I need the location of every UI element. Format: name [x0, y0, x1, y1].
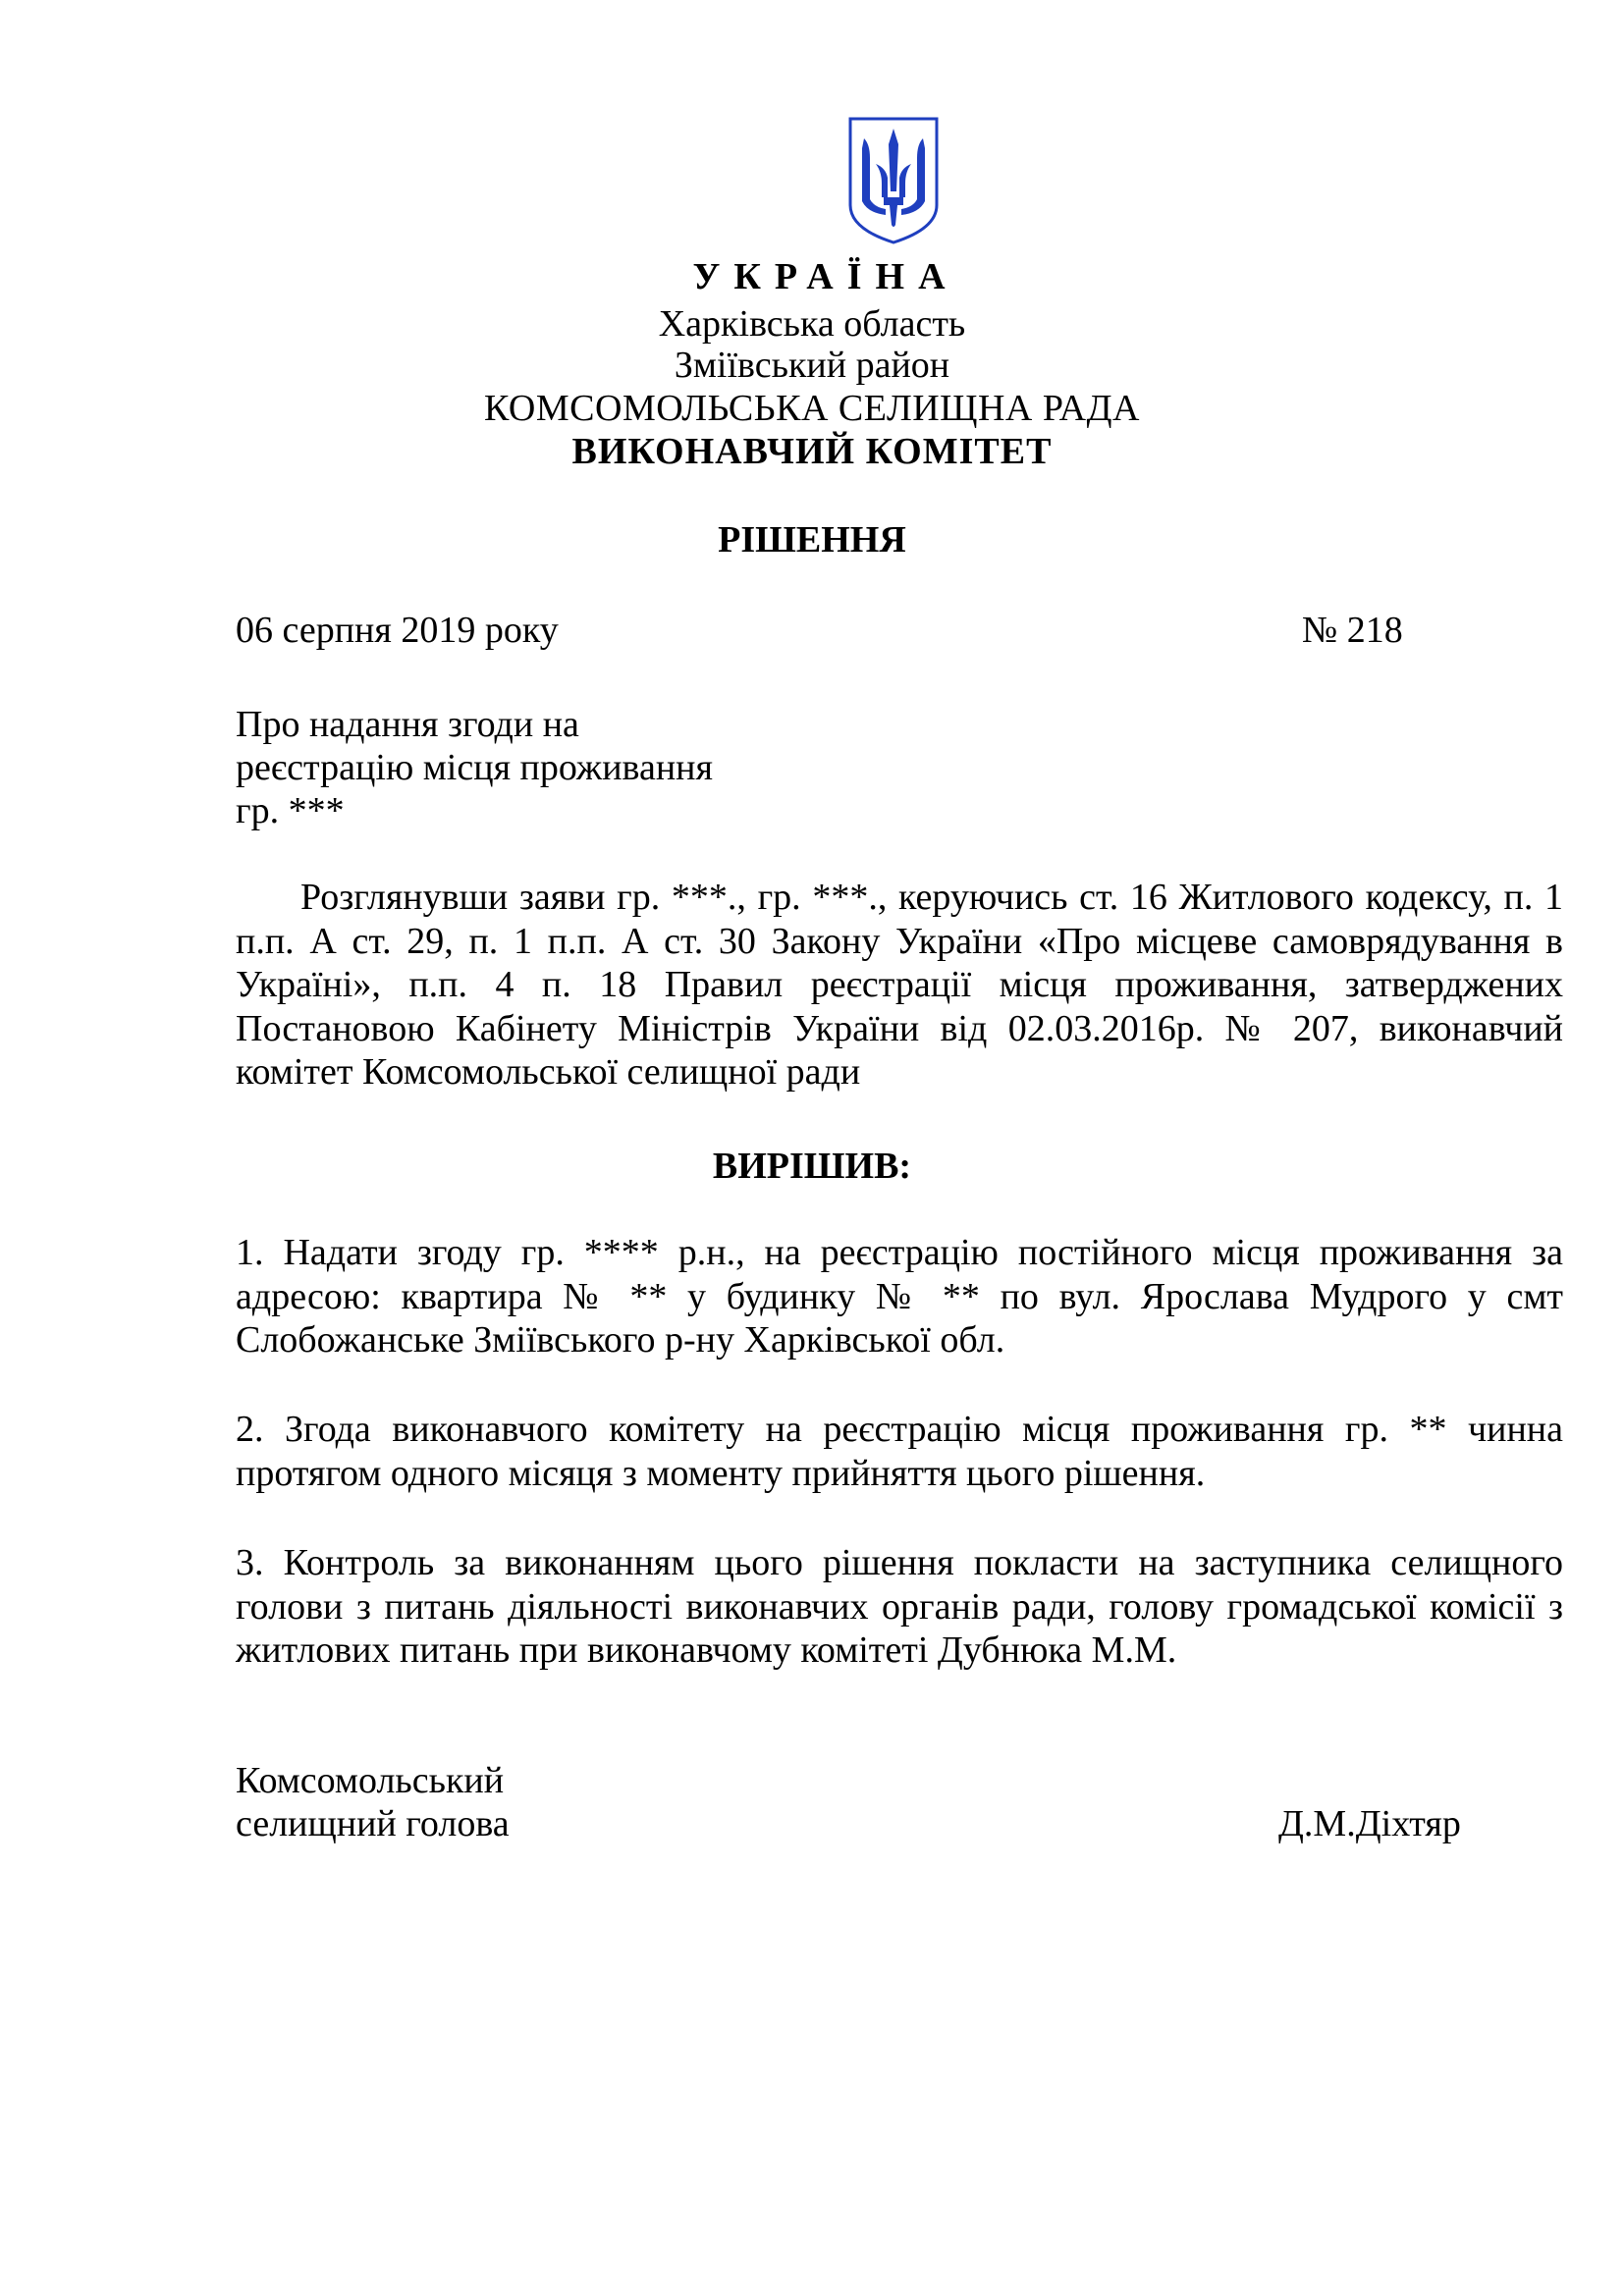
preamble-paragraph: Розглянувши заяви гр. ***., гр. ***., керуючись ст. 16 Житлового кодексу, п. 1 п.п. А ст. 29, п. 1 п.п. А ст. 30 Закону України «Про місцеве самоврядування в Україні», п.п. 4 п. 18 Правил реєстрації місця проживання, затверджених Постановою Кабінету Міністрів України від 02.03.2016р. № 207, виконавчий комітет Комсомольської селищної ради: [236, 877, 1563, 1093]
decision-item: 2. Згода виконавчого комітету на реєстрацію місця проживання гр. ** чинна протягом одного місяця з моменту прийняття цього рішення.: [236, 1409, 1563, 1494]
subject-line: гр. ***: [236, 790, 345, 831]
council-name: КОМСОМОЛЬСЬКА СЕЛИЩНА РАДА: [484, 388, 1140, 429]
subject-line: Про надання згоди на: [236, 704, 579, 745]
date-number-row: [236, 611, 1410, 651]
region-name: Харківська область: [658, 303, 966, 345]
signature-title-line: селищний голова: [236, 1803, 510, 1844]
committee-name: ВИКОНАВЧИЙ КОМІТЕТ: [571, 431, 1053, 472]
decision-item: 1. Надати згоду гр. **** р.н., на реєстрацію постійного місця проживання за адресою: квартира № ** у будинку № ** по вул. Ярослава Мудрого у смт Слобожанське Зміївського р-ну Харківської обл.: [236, 1232, 1563, 1361]
document-subject: [236, 703, 713, 832]
signer-name: Д.М.Діхтяр: [1278, 1803, 1461, 1844]
subject-line: реєстрацію місця проживання: [236, 747, 713, 788]
signature-title-line: Комсомольський: [236, 1760, 505, 1801]
document-number: № 218: [1302, 610, 1403, 651]
district-name: Зміївський район: [674, 345, 950, 386]
trident-emblem-icon: [846, 115, 941, 246]
decision-item: 3. Контроль за виконанням цього рішення покласти на заступника селищного голови з питань діяльності виконавчих органів ради, голову громадської комісії з житлових питань при виконавчому комітеті Дубнюка М.М.: [236, 1542, 1563, 1671]
resolved-heading: ВИРІШИВ:: [712, 1146, 912, 1187]
document-type: РІШЕННЯ: [718, 519, 906, 561]
signature-title: [236, 1759, 510, 1845]
country-title: УКРАЇНА: [692, 256, 959, 297]
document-date: 06 серпня 2019 року: [236, 610, 559, 651]
